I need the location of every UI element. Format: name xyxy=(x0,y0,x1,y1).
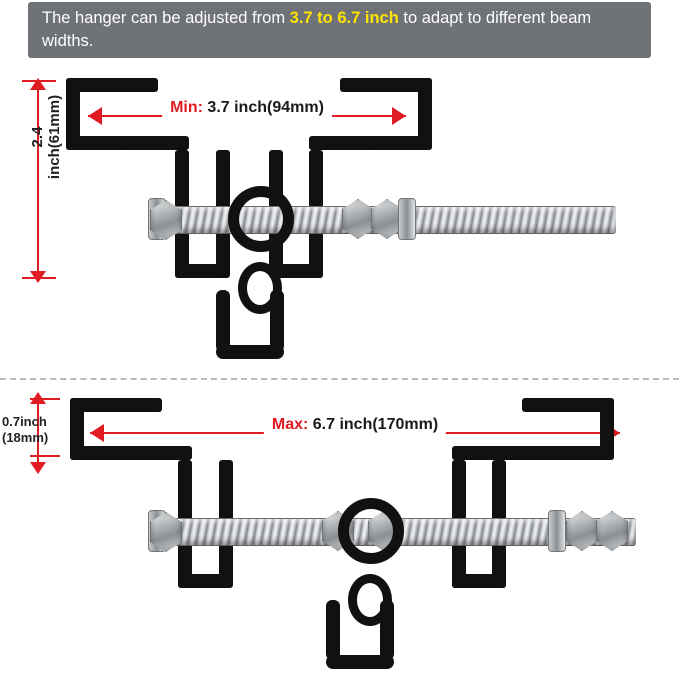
washer-bottom-right xyxy=(548,510,566,552)
min-width-dimension xyxy=(88,99,406,129)
max-value: 6.7 inch(170mm) xyxy=(308,416,439,433)
bottom-height-line2: (18mm) xyxy=(2,430,49,445)
max-width-label xyxy=(264,416,446,434)
dimension-tick xyxy=(22,80,56,82)
max-width-dimension xyxy=(90,416,620,446)
section-divider xyxy=(0,378,679,380)
bracket-right-shoulder xyxy=(309,136,376,150)
arrow-right-icon xyxy=(392,107,406,125)
dimension-tick xyxy=(30,398,60,400)
hanger-ring-top xyxy=(228,186,294,252)
bracket2-left-shoulder xyxy=(126,446,192,460)
bottom-height-label xyxy=(2,414,64,446)
hook-eye-top xyxy=(238,262,282,314)
hook-bottom-bottom xyxy=(326,655,394,669)
bottom-height-line1: 0.7inch xyxy=(2,414,47,429)
washer-top-right xyxy=(398,198,416,240)
bracket2-right-shoulder xyxy=(452,446,552,460)
bracket-left-shoulder xyxy=(122,136,189,150)
bracket2-right-bottom-arm xyxy=(544,446,614,460)
hook-left-leg-bottom xyxy=(326,600,340,660)
min-value: 3.7 inch(94mm) xyxy=(202,99,324,116)
top-height-dimension xyxy=(18,78,63,283)
banner-text-before: The hanger can be adjusted from xyxy=(42,9,290,27)
arrow-left-icon xyxy=(90,424,104,442)
banner-highlight: 3.7 to 6.7 inch xyxy=(289,9,399,27)
info-banner xyxy=(28,2,651,58)
info-banner-text xyxy=(42,7,637,53)
dimension-tick xyxy=(22,277,56,279)
dimension-tick xyxy=(30,455,60,457)
max-prefix: Max: xyxy=(271,416,309,433)
arrow-down-icon xyxy=(30,462,46,474)
hook-left-leg-top xyxy=(216,290,230,352)
min-width-label xyxy=(162,99,332,117)
hook-bottom-top xyxy=(216,345,284,359)
hook-eye-bottom xyxy=(348,574,392,626)
banner-text-after: to adapt to different beam widths. xyxy=(42,9,592,50)
min-prefix: Min: xyxy=(170,99,203,116)
arrow-left-icon xyxy=(88,107,102,125)
hanger-ring-bottom xyxy=(338,498,404,564)
top-height-label: 2.4 inch(61mm) xyxy=(29,94,63,180)
